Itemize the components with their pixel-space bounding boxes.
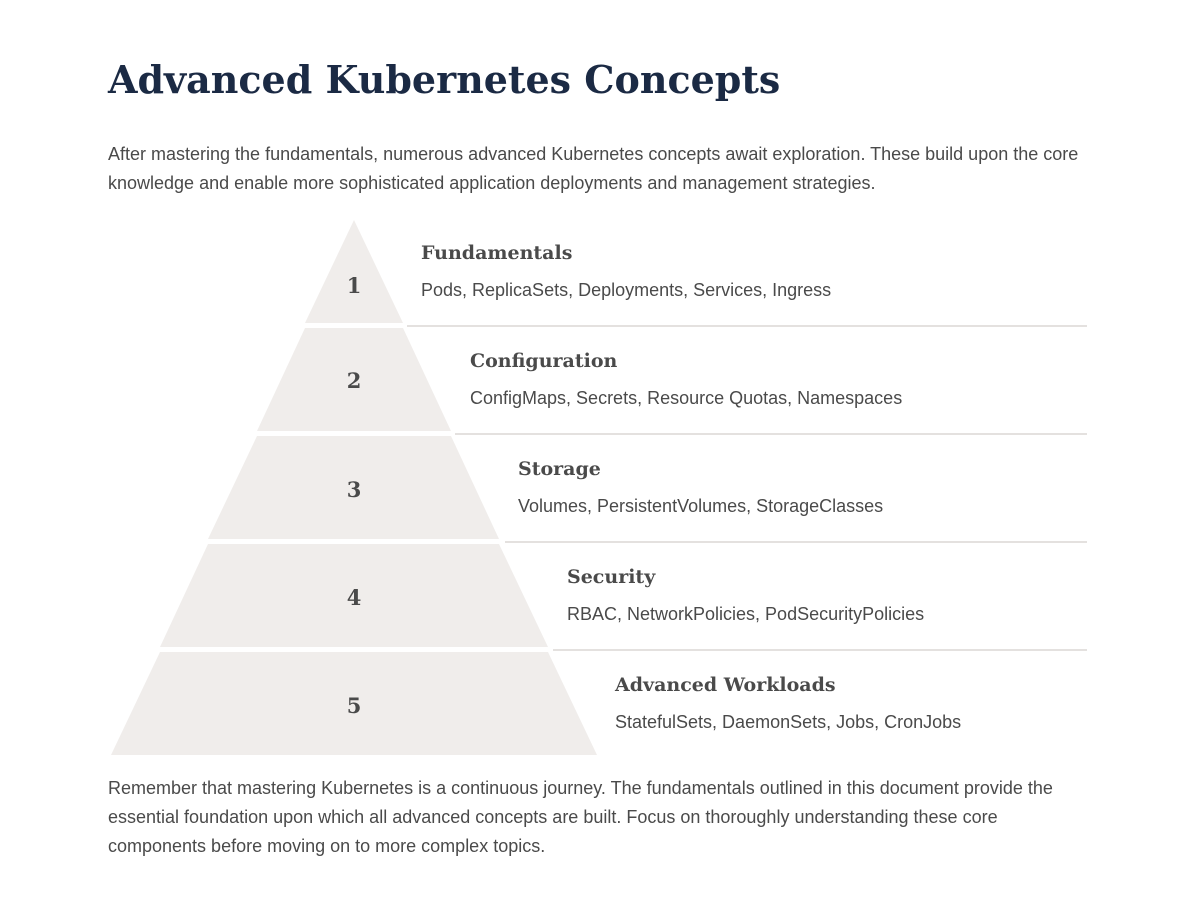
pyramid-tier-1-shape	[305, 220, 403, 323]
tier-description: StatefulSets, DaemonSets, Jobs, CronJobs	[615, 712, 962, 732]
conclusion-paragraph: Remember that mastering Kubernetes is a continuous journey. The fundamentals outlined in this document provide the essential foundation upon which all advanced concepts are built. Focus on thoroughly understanding these core components before moving on to more complex topics.	[108, 778, 1053, 856]
tier-title: Security	[567, 566, 656, 588]
tier-number: 5	[346, 693, 362, 718]
tier-number: 1	[346, 273, 362, 298]
tier-description: Pods, ReplicaSets, Deployments, Services, Ingress	[421, 280, 832, 300]
pyramid-level-2	[257, 328, 1087, 434]
tier-number: 2	[346, 368, 362, 393]
tier-title: Fundamentals	[421, 242, 573, 264]
pyramid-level-5	[111, 652, 961, 755]
tier-description: RBAC, NetworkPolicies, PodSecurityPolicies	[567, 604, 925, 624]
pyramid-level-4	[160, 544, 1087, 650]
tier-title: Advanced Workloads	[615, 674, 836, 696]
tier-title: Configuration	[470, 350, 618, 372]
pyramid-level-1	[305, 220, 1087, 326]
pyramid-level-3	[208, 436, 1087, 542]
intro-paragraph: After mastering the fundamentals, numerous advanced Kubernetes concepts await exploration. These build upon the core knowledge and enable more sophisticated application deployments and management strategies.	[108, 144, 1079, 193]
tier-description: ConfigMaps, Secrets, Resource Quotas, Namespaces	[470, 388, 903, 408]
tier-description: Volumes, PersistentVolumes, StorageClasses	[518, 496, 884, 516]
tier-title: Storage	[518, 458, 601, 480]
tier-number: 4	[346, 585, 362, 610]
page-title: Advanced Kubernetes Concepts	[108, 57, 781, 102]
tier-number: 3	[346, 477, 362, 502]
